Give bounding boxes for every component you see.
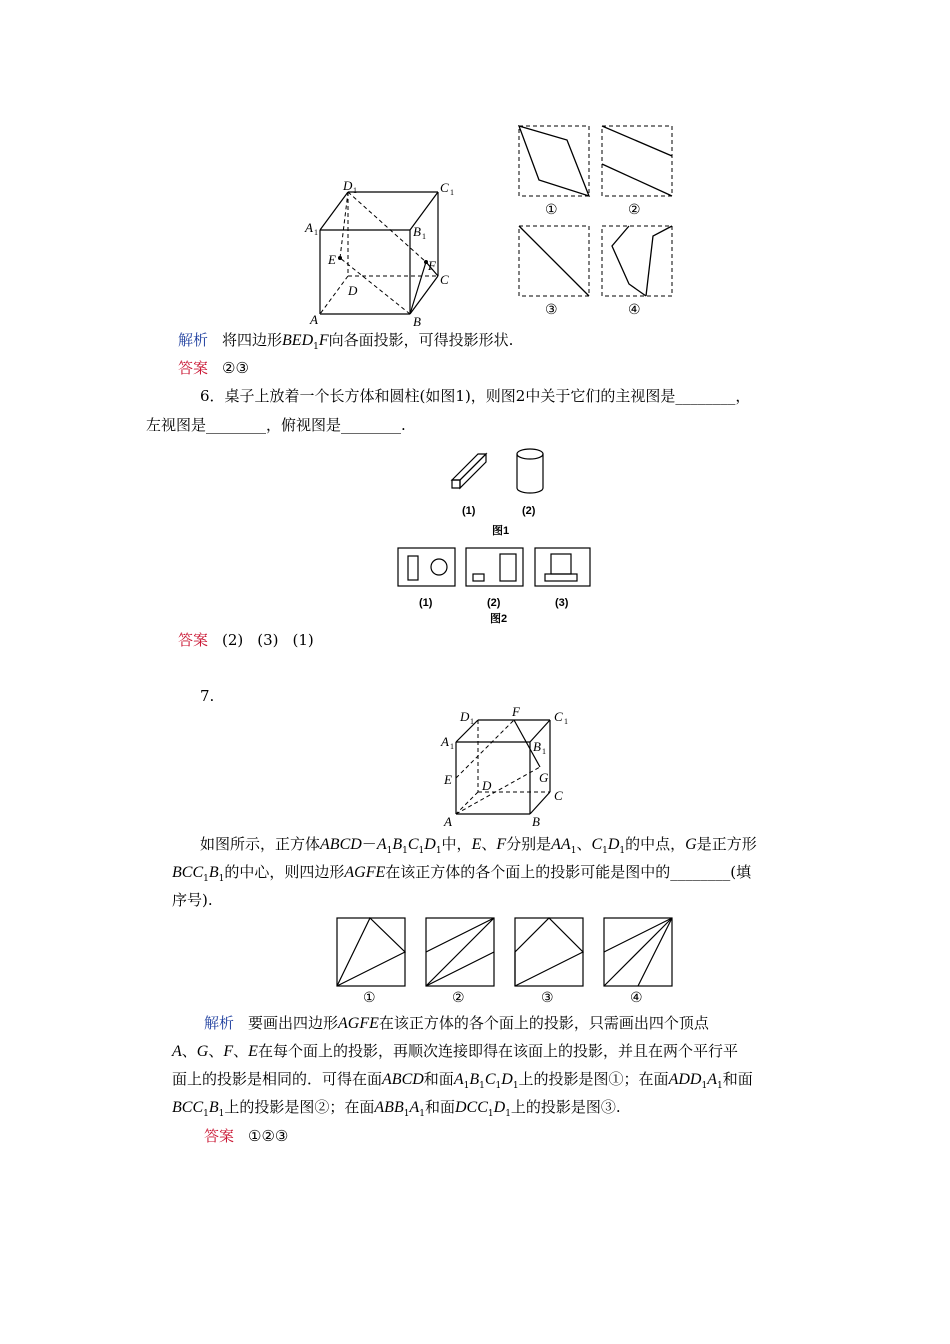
label-A1-sub: 1 — [314, 228, 318, 237]
label-B1-sub: 1 — [422, 232, 426, 241]
label-A: A — [310, 312, 318, 327]
label-B1: B — [533, 739, 541, 754]
label-A1: A — [441, 734, 449, 749]
label-F: F — [512, 704, 520, 719]
label-A1-sub: 1 — [450, 742, 454, 751]
q7-analysis-line2: A、G、F、E在每个面上的投影，再顺次连接即得在该面上的投影，并且在两个平行平 — [172, 1042, 738, 1060]
q6-fig2-caption: 图2 — [490, 613, 508, 625]
label-D1: D — [343, 178, 353, 193]
q6-fig2-label-3: (3) — [555, 597, 569, 609]
label-D: D — [348, 283, 358, 298]
label-A1: A — [305, 220, 313, 235]
q7-stem-line2: $BCC_1B_1$的中心，则四边形AGFE在该正方体的各个面上的投影可能是图中的________(填 — [172, 863, 752, 884]
label-E: E — [444, 772, 452, 787]
q6-fig1-label-1: (1) — [462, 505, 476, 517]
prev-option-1: ① — [545, 203, 558, 218]
analysis-label: 解析 — [204, 1014, 235, 1032]
q7-answer: 答案 ①②③ — [204, 1127, 289, 1145]
label-B1-sub: 1 — [542, 747, 546, 756]
answer-label: 答案 — [178, 631, 209, 649]
label-B: B — [413, 314, 421, 328]
label-D1: D — [460, 709, 470, 724]
q7-analysis-line1: 解析 要画出四边形AGFE在该正方体的各个面上的投影，只需画出四个顶点 — [204, 1014, 709, 1032]
q6-fig1-label-2: (2) — [522, 505, 536, 517]
q6-figure1 — [440, 442, 560, 542]
q7-option-4: ④ — [630, 991, 643, 1006]
q7-cube-figure — [438, 704, 578, 830]
label-C1: C — [554, 709, 563, 724]
q7-projection-options — [332, 914, 678, 1006]
label-D1-sub: 1 — [353, 186, 357, 195]
label-C1-sub: 1 — [450, 188, 454, 197]
prev-cube-figure — [300, 178, 470, 328]
answer-label: 答案 — [204, 1127, 235, 1145]
label-C: C — [440, 272, 449, 287]
prev-option-4: ④ — [628, 303, 641, 318]
label-A: A — [444, 814, 452, 829]
q6-fig2-label-1: (1) — [419, 597, 433, 609]
q6-stem-line2: 左视图是________，俯视图是________. — [146, 416, 406, 434]
label-D1-sub: 1 — [470, 717, 474, 726]
q7-option-3: ③ — [541, 991, 554, 1006]
q6-answer: 答案 (2) (3) (1) — [178, 631, 314, 649]
label-F: F — [428, 258, 436, 273]
label-B1: B — [413, 224, 421, 239]
label-E: E — [328, 252, 336, 267]
prev-projection-options — [515, 122, 680, 320]
q7-stem-line3: 序号). — [172, 891, 213, 909]
prev-option-2: ② — [628, 203, 641, 218]
analysis-label: 解析 — [178, 331, 209, 349]
q7-analysis-line4: $BCC_1B_1$上的投影是图②；在面$ABB_1A_1$和面$DCC_1D_1$上的投影是图③. — [172, 1098, 621, 1119]
prev-answer: 答案 ②③ — [178, 359, 249, 377]
label-B: B — [532, 814, 540, 829]
q7-option-2: ② — [452, 991, 465, 1006]
q6-figure2 — [395, 544, 595, 626]
answer-label: 答案 — [178, 359, 209, 377]
q6-fig2-label-2: (2) — [487, 597, 501, 609]
q7-option-1: ① — [363, 991, 376, 1006]
label-C1: C — [440, 180, 449, 195]
label-C: C — [554, 788, 563, 803]
label-C1-sub: 1 — [564, 717, 568, 726]
prev-analysis: 解析 将四边形$BED_1F$向各面投影，可得投影形状. — [178, 331, 514, 352]
label-D: D — [482, 778, 492, 793]
q6-stem-line1: 6．桌子上放着一个长方体和圆柱(如图1)，则图2中关于它们的主视图是________， — [200, 387, 751, 405]
q7-analysis-line3: 面上的投影是相同的．可得在面ABCD和面$A_1B_1C_1D_1$上的投影是图①；在面$ADD_1A_1$和面 — [172, 1070, 753, 1091]
prev-option-3: ③ — [545, 303, 558, 318]
label-G: G — [539, 770, 549, 785]
q7-stem-line1: 如图所示，正方体$ABCD-A_1B_1C_1D_1$中，E、F分别是$AA_1$、$C_1D_1$的中点，G是正方形 — [200, 835, 757, 856]
q6-fig1-caption: 图1 — [492, 525, 510, 537]
q7-number: 7. — [200, 687, 215, 705]
